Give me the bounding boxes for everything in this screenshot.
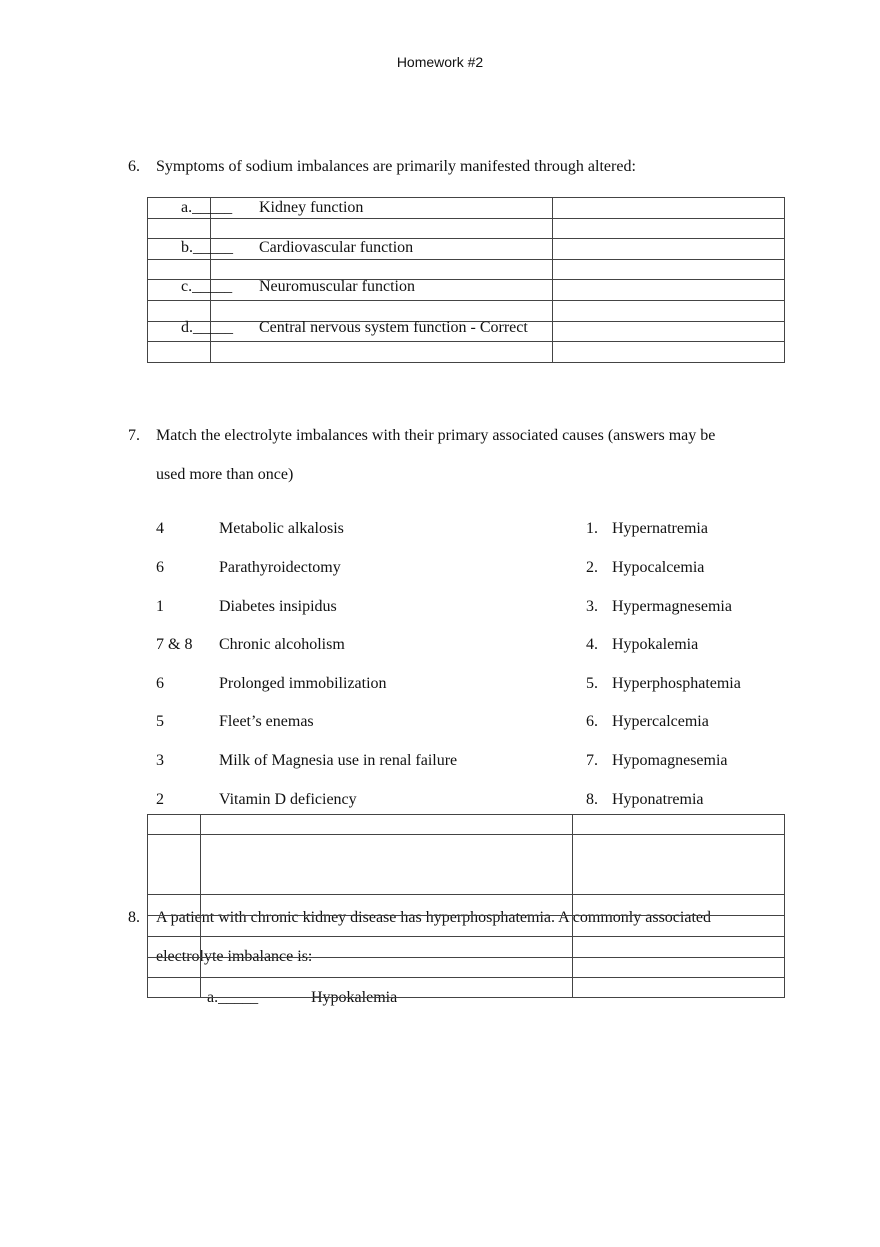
q7-cause: Vitamin D deficiency [219,791,357,808]
q7-answer: 7 & 8 [156,636,193,653]
q7-imbalance-name: Hyperphosphatemia [612,675,741,692]
q7-cause: Fleet’s enemas [219,713,314,730]
q7-cause: Milk of Magnesia use in renal failure [219,752,458,769]
q7-cause: Prolonged immobilization [219,675,387,692]
q6-option-d-letter: d._____ [181,319,233,336]
q8-option-a-text: Hypokalemia [311,989,398,1006]
q7-answer: 3 [156,752,164,769]
q7-imbalance-num: 3. [586,598,598,615]
q7-imbalance-name: Hyponatremia [612,791,704,808]
q7-cause: Chronic alcoholism [219,636,345,653]
q8-option-a-letter: a._____ [207,989,259,1006]
q7-imbalance-name: Hypocalcemia [612,559,705,576]
q7-imbalance-num: 1. [586,520,598,537]
page-header: Homework #2 [396,54,484,70]
q7-number: 7. [128,427,140,444]
q6-option-b-text: Cardiovascular function [259,239,414,256]
q6-option-c-text: Neuromuscular function [259,278,415,295]
q7-imbalance-num: 8. [586,791,598,808]
q7-cause: Parathyroidectomy [219,559,341,576]
q7-answer: 4 [156,520,164,537]
q7-imbalance-num: 5. [586,675,598,692]
q7-text-line1: Match the electrolyte imbalances with their primary associated causes (answers may be [156,427,716,444]
q7-answer: 6 [156,559,164,576]
q7-imbalance-name: Hypernatremia [612,520,708,537]
q7-imbalance-name: Hypermagnesemia [612,598,732,615]
q7-imbalance-num: 7. [586,752,598,769]
q6-option-a-text: Kidney function [259,199,364,216]
q7-imbalance-num: 6. [586,713,598,730]
q7-cause: Diabetes insipidus [219,598,337,615]
q8-text-line2: electrolyte imbalance is: [156,948,313,965]
q7-imbalance-num: 2. [586,559,598,576]
q8-text-line1: A patient with chronic kidney disease has hyperphosphatemia. A commonly associated [156,909,711,926]
q6-text: Symptoms of sodium imbalances are primarily manifested through altered: [156,158,636,175]
q6-option-c-letter: c._____ [181,278,233,295]
q6-option-a-letter: a._____ [181,199,233,216]
q6-number: 6. [128,158,140,175]
q8-number: 8. [128,909,140,926]
q7-answer: 5 [156,713,164,730]
q7-text-line2: used more than once) [156,466,294,483]
q7-imbalance-name: Hypercalcemia [612,713,709,730]
q7-cause: Metabolic alkalosis [219,520,344,537]
q7-imbalance-name: Hypomagnesemia [612,752,728,769]
q6-option-d-text: Central nervous system function - Correct [259,319,528,336]
q7-imbalance-num: 4. [586,636,598,653]
q6-option-b-letter: b._____ [181,239,233,256]
q7-answer: 2 [156,791,164,808]
q7-answer: 1 [156,598,164,615]
q7-imbalance-name: Hypokalemia [612,636,699,653]
q7-answer: 6 [156,675,164,692]
